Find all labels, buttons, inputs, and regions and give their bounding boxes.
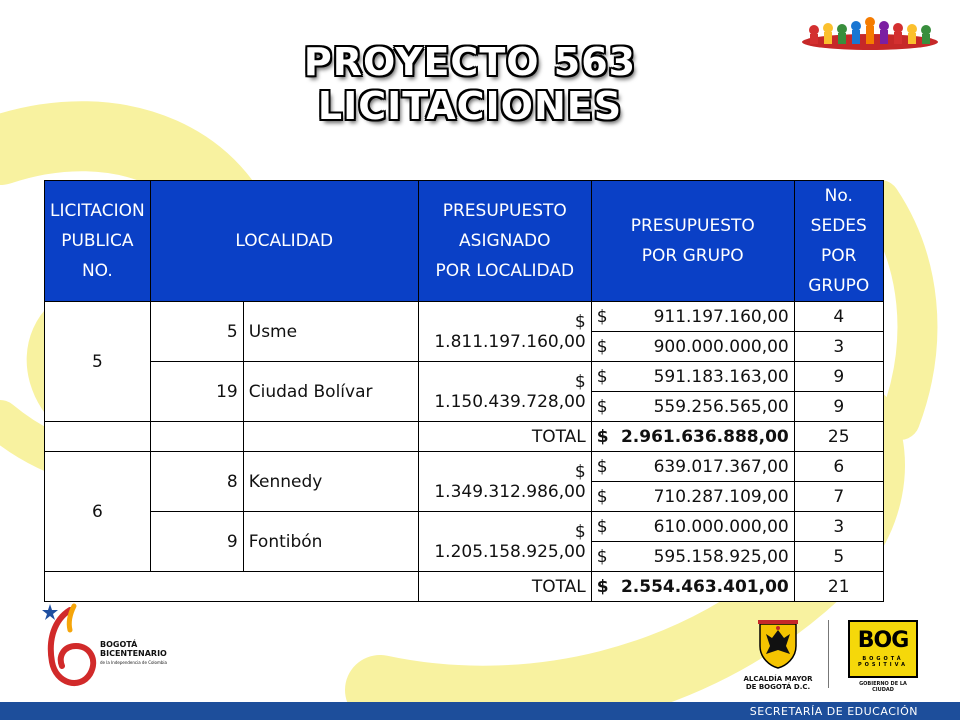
table-row (45, 302, 884, 332)
localidad-name: Ciudad Bolívar (243, 362, 418, 422)
table-row (45, 452, 884, 482)
bog-logo-text: BOG (857, 628, 909, 653)
localidad-budget: $ 1.205.158.925,00 (418, 512, 591, 572)
group-sedes: 6 (794, 452, 883, 482)
group-budget: $ 591.183.163,00 (591, 362, 794, 392)
licitacion-number: 5 (45, 302, 151, 422)
coat-of-arms-icon (756, 620, 800, 670)
group-budget: $ 559.256.565,00 (591, 392, 794, 422)
total-row (45, 422, 884, 452)
group-budget: $ 710.287.109,00 (591, 482, 794, 512)
total-label: TOTAL (418, 422, 591, 452)
group-sedes: 9 (794, 392, 883, 422)
header-presupuesto-grupo: PRESUPUESTO POR GRUPO (591, 181, 794, 302)
total-label: TOTAL (418, 572, 591, 602)
localidad-code: 19 (150, 362, 243, 422)
people-figures-icon (800, 12, 940, 52)
total-budget: $ 2.961.636.888,00 (591, 422, 794, 452)
group-sedes: 7 (794, 482, 883, 512)
group-sedes: 3 (794, 332, 883, 362)
table-header-row (45, 181, 884, 302)
localidad-name: Kennedy (243, 452, 418, 512)
localidad-name: Fontibón (243, 512, 418, 572)
group-budget: $ 900.000.000,00 (591, 332, 794, 362)
header-localidad: LOCALIDAD (150, 181, 418, 302)
empty-cell (243, 422, 418, 452)
logo-divider (828, 620, 829, 688)
bicentenario-text: BOGOTÁ BICENTENARIO de la Independencia de Colombia (100, 640, 167, 665)
page-title: PROYECTO 563 LICITACIONES (303, 40, 637, 128)
total-row (45, 572, 884, 602)
total-sedes: 25 (794, 422, 883, 452)
bicentenario-logo-icon (40, 600, 100, 700)
group-budget: $ 595.158.925,00 (591, 542, 794, 572)
header-presupuesto-localidad: PRESUPUESTO ASIGNADO POR LOCALIDAD (418, 181, 591, 302)
empty-cell (45, 572, 419, 602)
group-sedes: 3 (794, 512, 883, 542)
footer-text: SECRETARÍA DE EDUCACIÓN (749, 705, 918, 718)
header-sedes: No. SEDES POR GRUPO (794, 181, 883, 302)
group-budget: $ 639.017.367,00 (591, 452, 794, 482)
header-licitacion: LICITACION PUBLICA NO. (45, 181, 151, 302)
group-sedes: 5 (794, 542, 883, 572)
budget-table (44, 180, 884, 602)
localidad-budget: $ 1.150.439.728,00 (418, 362, 591, 422)
group-budget: $ 911.197.160,00 (591, 302, 794, 332)
localidad-code: 8 (150, 452, 243, 512)
localidad-name: Usme (243, 302, 418, 362)
gobierno-caption: GOBIERNO DE LA CIUDAD (859, 681, 907, 693)
bog-logo (848, 620, 920, 693)
group-sedes: 4 (794, 302, 883, 332)
localidad-code: 9 (150, 512, 243, 572)
bog-logo-subtext: BOGOTÁ POSITIVA (857, 656, 909, 668)
total-budget: $ 2.554.463.401,00 (591, 572, 794, 602)
localidad-budget: $ 1.349.312.986,00 (418, 452, 591, 512)
alcaldia-logo: ALCALDÍA MAYOR DE BOGOTÁ D.C. (738, 620, 818, 691)
localidad-code: 5 (150, 302, 243, 362)
table-row (45, 512, 884, 542)
localidad-budget: $ 1.811.197.160,00 (418, 302, 591, 362)
empty-cell (45, 422, 151, 452)
table-row (45, 362, 884, 392)
total-sedes: 21 (794, 572, 883, 602)
group-budget: $ 610.000.000,00 (591, 512, 794, 542)
licitacion-number: 6 (45, 452, 151, 572)
footer-bar (0, 702, 960, 720)
group-sedes: 9 (794, 362, 883, 392)
empty-cell (150, 422, 243, 452)
